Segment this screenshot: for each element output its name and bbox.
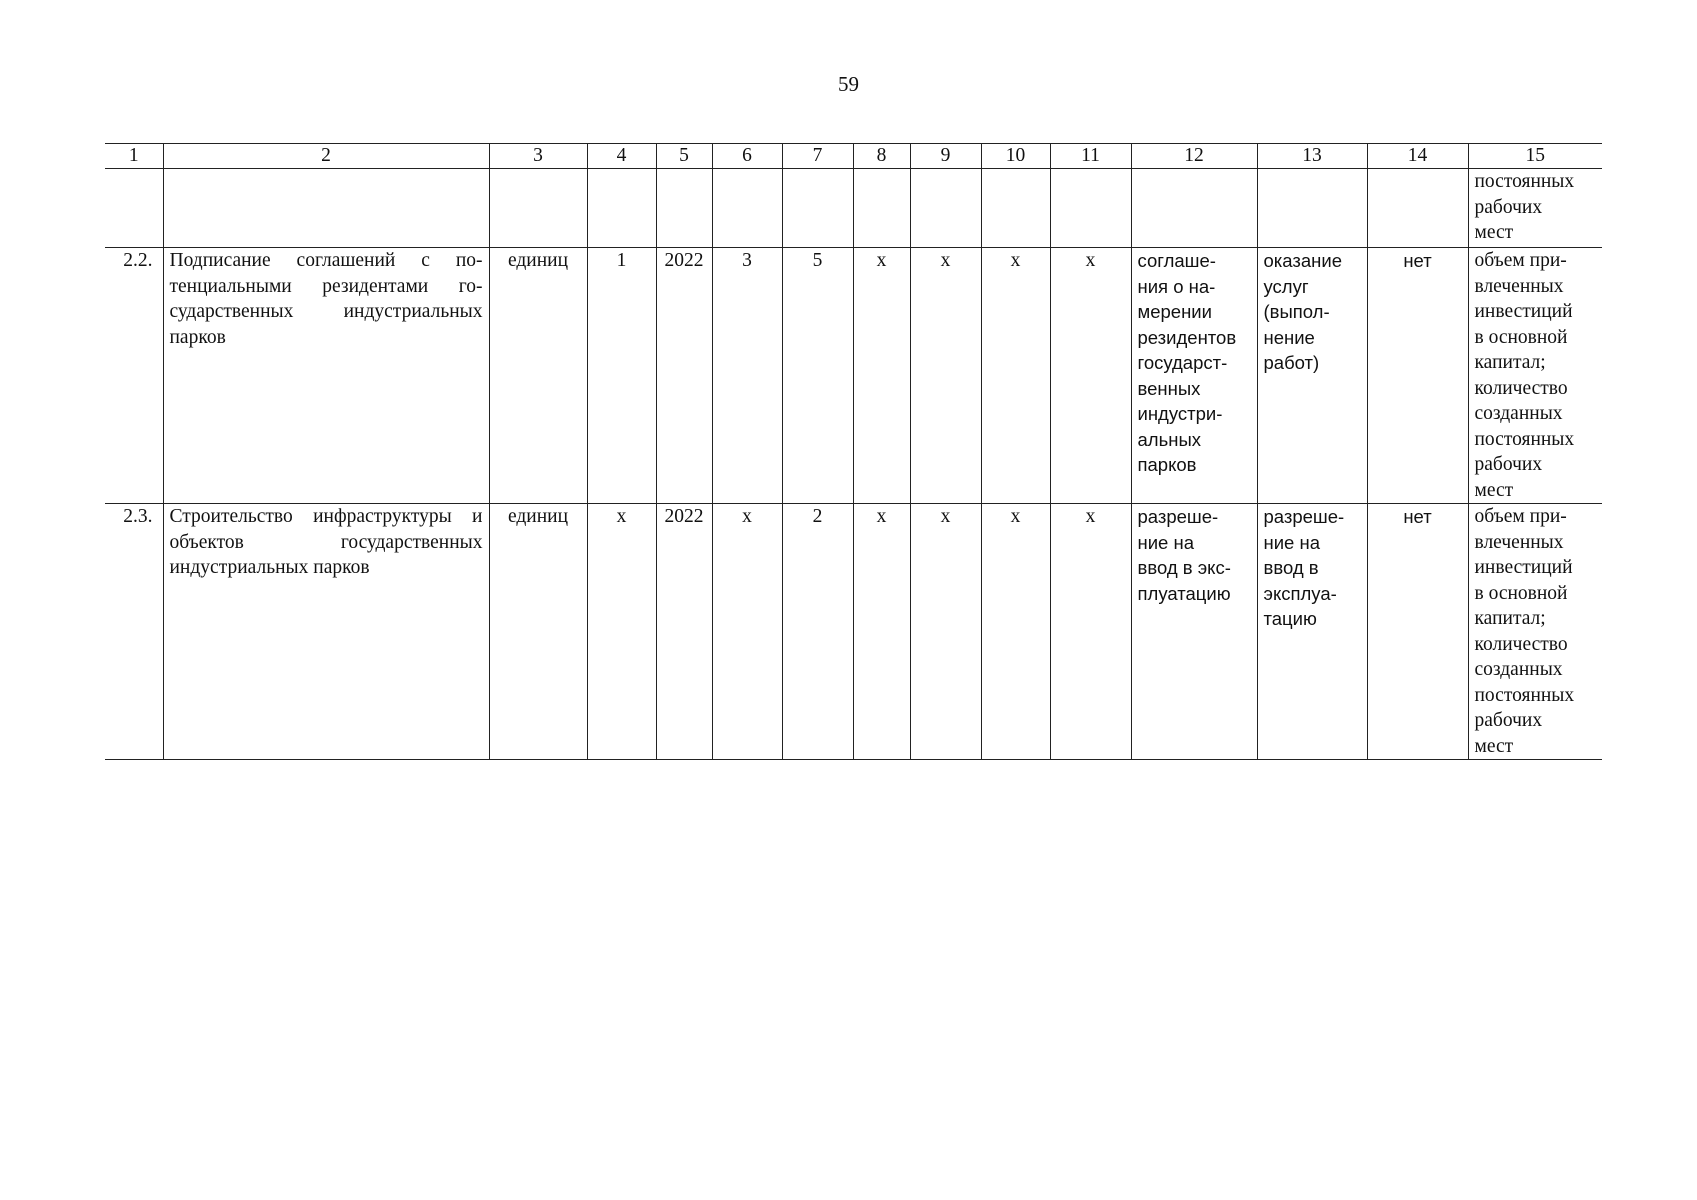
table-cell: [105, 169, 163, 248]
indicator-cell: постоянных рабочих мест: [1468, 169, 1602, 248]
column-number: 9: [910, 144, 981, 169]
value-cell: x: [853, 504, 910, 760]
table-cell: [910, 169, 981, 248]
value-cell: x: [1050, 248, 1131, 504]
table-row: [105, 504, 1602, 760]
value-cell: x: [853, 248, 910, 504]
activity-name: Строительство инфраструктуры и объектов государственных индустриальных парков: [163, 504, 489, 760]
column-number: 11: [1050, 144, 1131, 169]
value-cell: x: [712, 504, 782, 760]
value-cell: x: [981, 504, 1050, 760]
unit-cell: единиц: [489, 504, 587, 760]
value-cell: 2: [782, 504, 853, 760]
column-number: 2: [163, 144, 489, 169]
column-number: 4: [587, 144, 656, 169]
table-cell: [489, 169, 587, 248]
unit-cell: единиц: [489, 248, 587, 504]
table-cell: [1050, 169, 1131, 248]
table-row: [105, 248, 1602, 504]
column-number: 14: [1367, 144, 1468, 169]
value-cell: x: [981, 248, 1050, 504]
plan-table: [105, 143, 1602, 760]
column-number: 5: [656, 144, 712, 169]
table-cell: [1367, 169, 1468, 248]
value-cell: 3: [712, 248, 782, 504]
column-number-row: [105, 144, 1602, 169]
result-cell: разреше- ние на ввод в экс- плуатацию: [1131, 504, 1257, 760]
type-cell: разреше- ние на ввод в эксплуа- тацию: [1257, 504, 1367, 760]
column-number: 15: [1468, 144, 1602, 169]
result-cell: соглаше- ния о на- мерении резидентов государст- венных индустри- альных парков: [1131, 248, 1257, 504]
year-cell: 2022: [656, 248, 712, 504]
table-cell: [981, 169, 1050, 248]
flag-cell: нет: [1367, 248, 1468, 504]
column-number: 13: [1257, 144, 1367, 169]
table-cell: [853, 169, 910, 248]
value-cell: x: [910, 504, 981, 760]
flag-cell: нет: [1367, 504, 1468, 760]
table-cell: [1131, 169, 1257, 248]
value-cell: 5: [782, 248, 853, 504]
table-cell: [656, 169, 712, 248]
column-number: 8: [853, 144, 910, 169]
type-cell: оказание услуг (выпол- нение работ): [1257, 248, 1367, 504]
row-number: 2.3.: [105, 504, 163, 760]
indicator-cell: объем при- влеченных инвестиций в основной капитал; количество созданных постоянных рабочих мест: [1468, 504, 1602, 760]
column-number: 7: [782, 144, 853, 169]
table-row-continuation: [105, 169, 1602, 248]
table-cell: [163, 169, 489, 248]
value-cell: x: [587, 504, 656, 760]
table-cell: [782, 169, 853, 248]
indicator-cell: объем при- влеченных инвестиций в основной капитал; количество созданных постоянных рабочих мест: [1468, 248, 1602, 504]
year-cell: 2022: [656, 504, 712, 760]
value-cell: x: [910, 248, 981, 504]
table-cell: [1257, 169, 1367, 248]
table-cell: [587, 169, 656, 248]
value-cell: 1: [587, 248, 656, 504]
activity-name: Подписание соглашений с по-тенциальными резидентами го-сударственных индустриальных парков: [163, 248, 489, 504]
column-number: 10: [981, 144, 1050, 169]
page-number: 59: [838, 72, 859, 96]
row-number: 2.2.: [105, 248, 163, 504]
column-number: 6: [712, 144, 782, 169]
column-number: 3: [489, 144, 587, 169]
column-number: 12: [1131, 144, 1257, 169]
table-cell: [712, 169, 782, 248]
value-cell: x: [1050, 504, 1131, 760]
column-number: 1: [105, 144, 163, 169]
